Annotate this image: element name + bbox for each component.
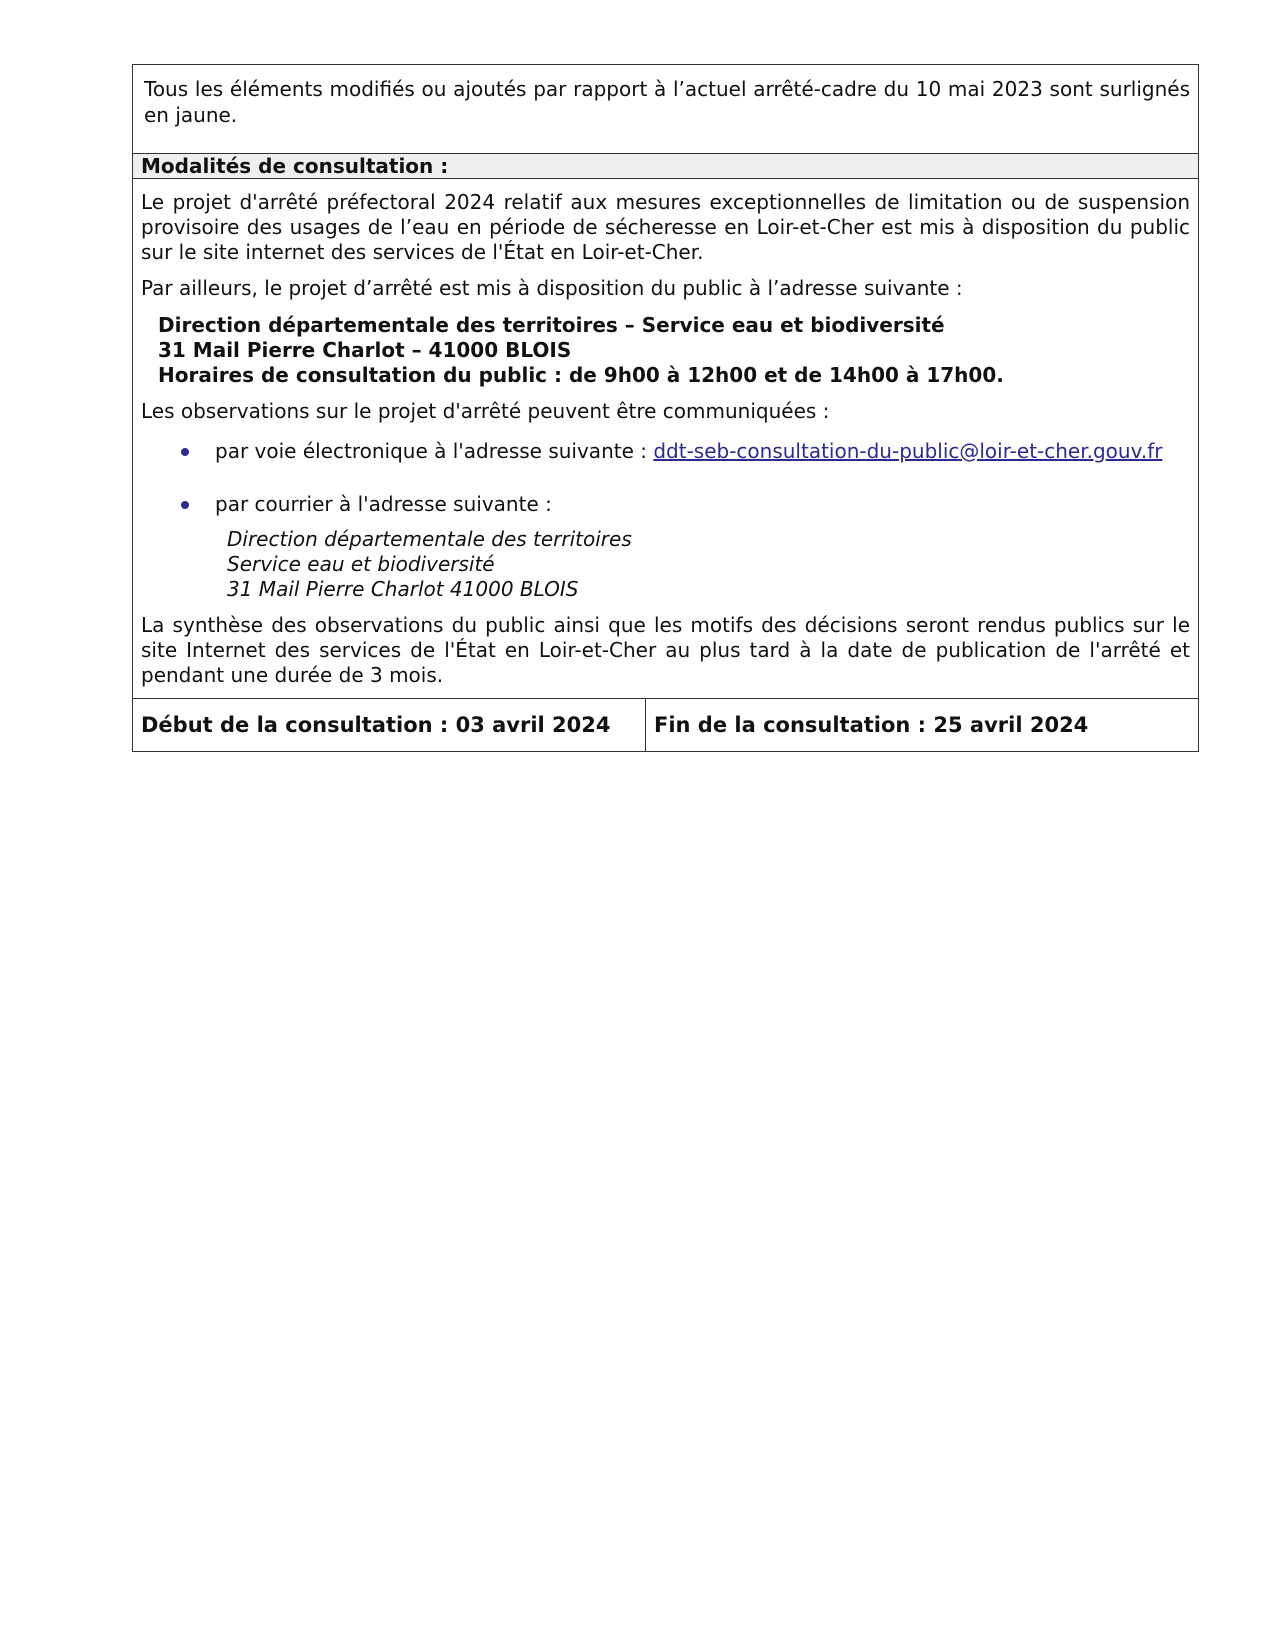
email-link[interactable]: ddt-seb-consultation-du-public@loir-et-cher.gouv.fr bbox=[653, 439, 1163, 463]
observations-intro-paragraph: Les observations sur le projet d'arrêté peuvent être communiquées : bbox=[141, 399, 830, 423]
postal-address-line-2: Service eau et biodiversité bbox=[227, 552, 495, 576]
intro-cell bbox=[133, 65, 1198, 154]
list-item-mail bbox=[141, 492, 1190, 517]
consultation-dates-row bbox=[133, 699, 1198, 751]
consultation-details-cell bbox=[133, 179, 1198, 699]
office-address-block bbox=[141, 313, 1190, 388]
mail-channel-label: par courrier à l'adresse suivante : bbox=[215, 492, 552, 516]
bullet-icon bbox=[181, 448, 189, 456]
address-intro-paragraph: Par ailleurs, le projet d’arrêté est mis à disposition du public à l’adresse suivante : bbox=[141, 276, 963, 300]
office-address-line-2: 31 Mail Pierre Charlot – 41000 BLOIS bbox=[158, 338, 572, 362]
office-hours-line: Horaires de consultation du public : de 9h00 à 12h00 et de 14h00 à 17h00. bbox=[158, 363, 1004, 387]
section-heading: Modalités de consultation : bbox=[133, 154, 1198, 179]
intro-text: Tous les éléments modifiés ou ajoutés par rapport à l’actuel arrêté-cadre du 10 mai 2023 sont surlignés en jaune. bbox=[144, 77, 1190, 127]
postal-address-block bbox=[141, 527, 1190, 602]
postal-address-line-1: Direction départementale des territoires bbox=[227, 527, 632, 551]
list-item-email bbox=[141, 439, 1190, 464]
consultation-notice-table bbox=[132, 64, 1199, 752]
bullet-icon bbox=[181, 501, 189, 509]
submission-channels-list bbox=[141, 439, 1190, 517]
office-address-line-1: Direction départementale des territoires – Service eau et biodiversité bbox=[158, 313, 945, 337]
postal-address-line-3: 31 Mail Pierre Charlot 41000 BLOIS bbox=[227, 577, 579, 601]
consultation-end-date: Fin de la consultation : 25 avril 2024 bbox=[654, 713, 1089, 737]
consultation-start-date: Début de la consultation : 03 avril 2024 bbox=[133, 699, 646, 751]
email-channel-label: par voie électronique à l'adresse suivante : bbox=[215, 439, 654, 463]
synthesis-paragraph: La synthèse des observations du public ainsi que les motifs des décisions seront rendus publics sur le site Internet des services de l'État en Loir-et-Cher au plus tard à la date de publication de l'arrêté et pendant une durée de 3 mois. bbox=[141, 613, 1190, 687]
project-paragraph: Le projet d'arrêté préfectoral 2024 relatif aux mesures exceptionnelles de limitation ou de suspension provisoire des usages de l’eau en période de sécheresse en Loir-et-Cher est mis à disposition du public sur le site internet des services de l'État en Loir-et-Cher. bbox=[141, 190, 1190, 264]
